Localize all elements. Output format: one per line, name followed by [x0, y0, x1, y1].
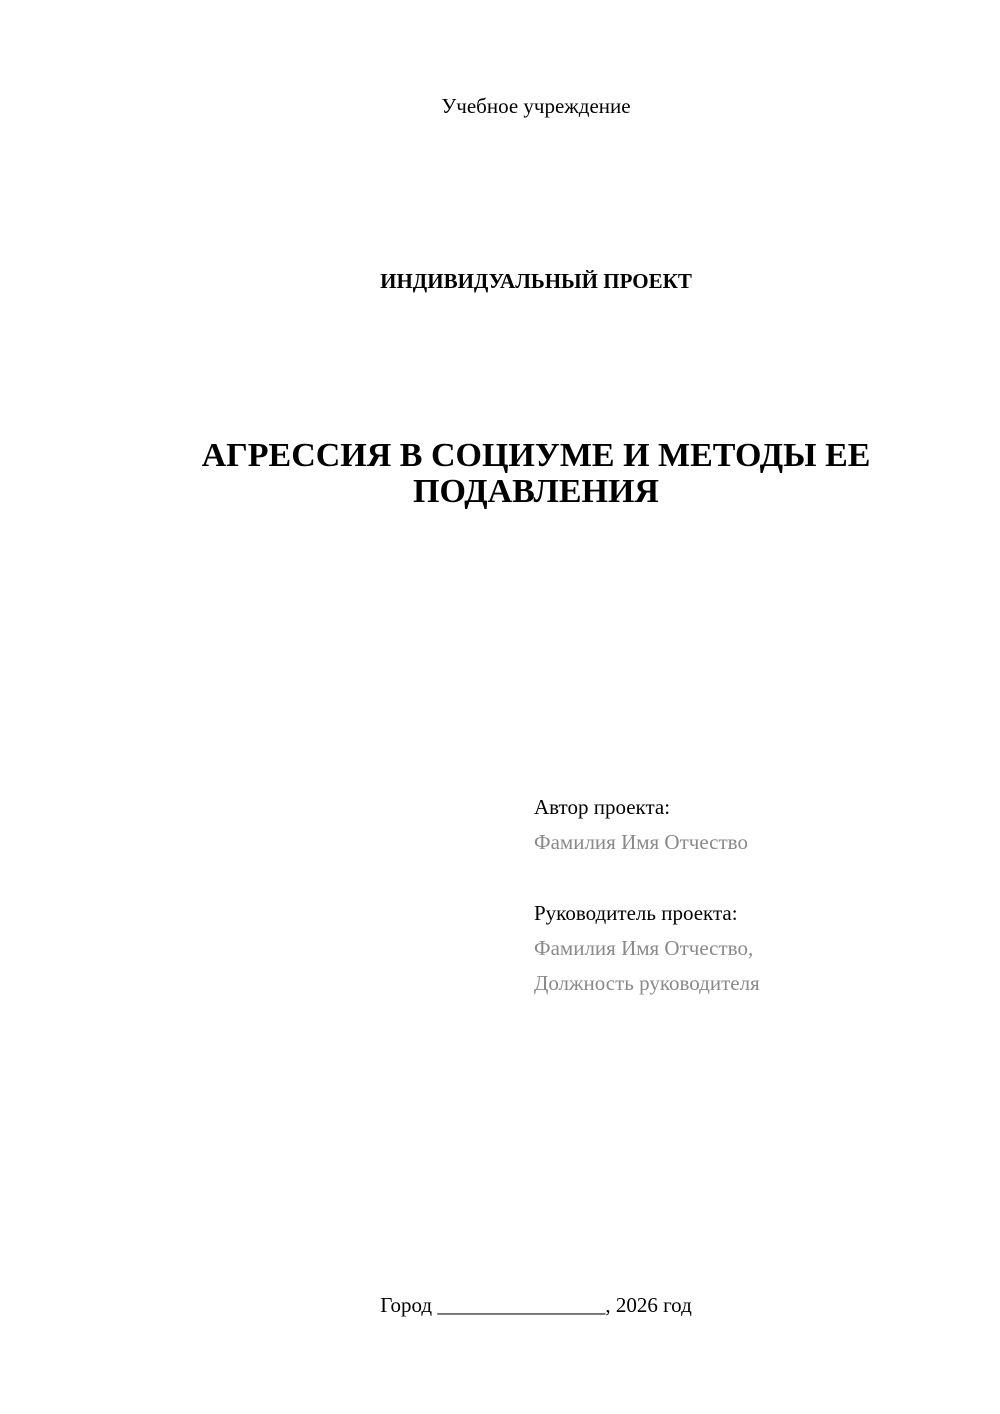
supervisor-label: Руководитель проекта:: [534, 901, 738, 925]
supervisor-position: Должность руководителя: [534, 971, 760, 995]
project-title: [150, 438, 922, 510]
institution-name: Учебное учреждение: [441, 94, 631, 118]
supervisor-name: Фамилия Имя Отчество,: [534, 936, 754, 960]
project-info-block: [534, 790, 954, 1001]
project-title-line-2: ПОДАВЛЕНИЯ: [413, 473, 659, 510]
info-spacer: [534, 860, 954, 896]
author-name: Фамилия Имя Отчество: [534, 830, 748, 854]
author-label: Автор проекта:: [534, 795, 671, 819]
city-year-footer: Город ________________, 2026 год: [380, 1293, 692, 1317]
project-type-heading: ИНДИВИДУАЛЬНЫЙ ПРОЕКТ: [380, 269, 692, 293]
project-title-line-1: АГРЕССИЯ В СОЦИУМЕ И МЕТОДЫ ЕЕ: [201, 437, 871, 474]
